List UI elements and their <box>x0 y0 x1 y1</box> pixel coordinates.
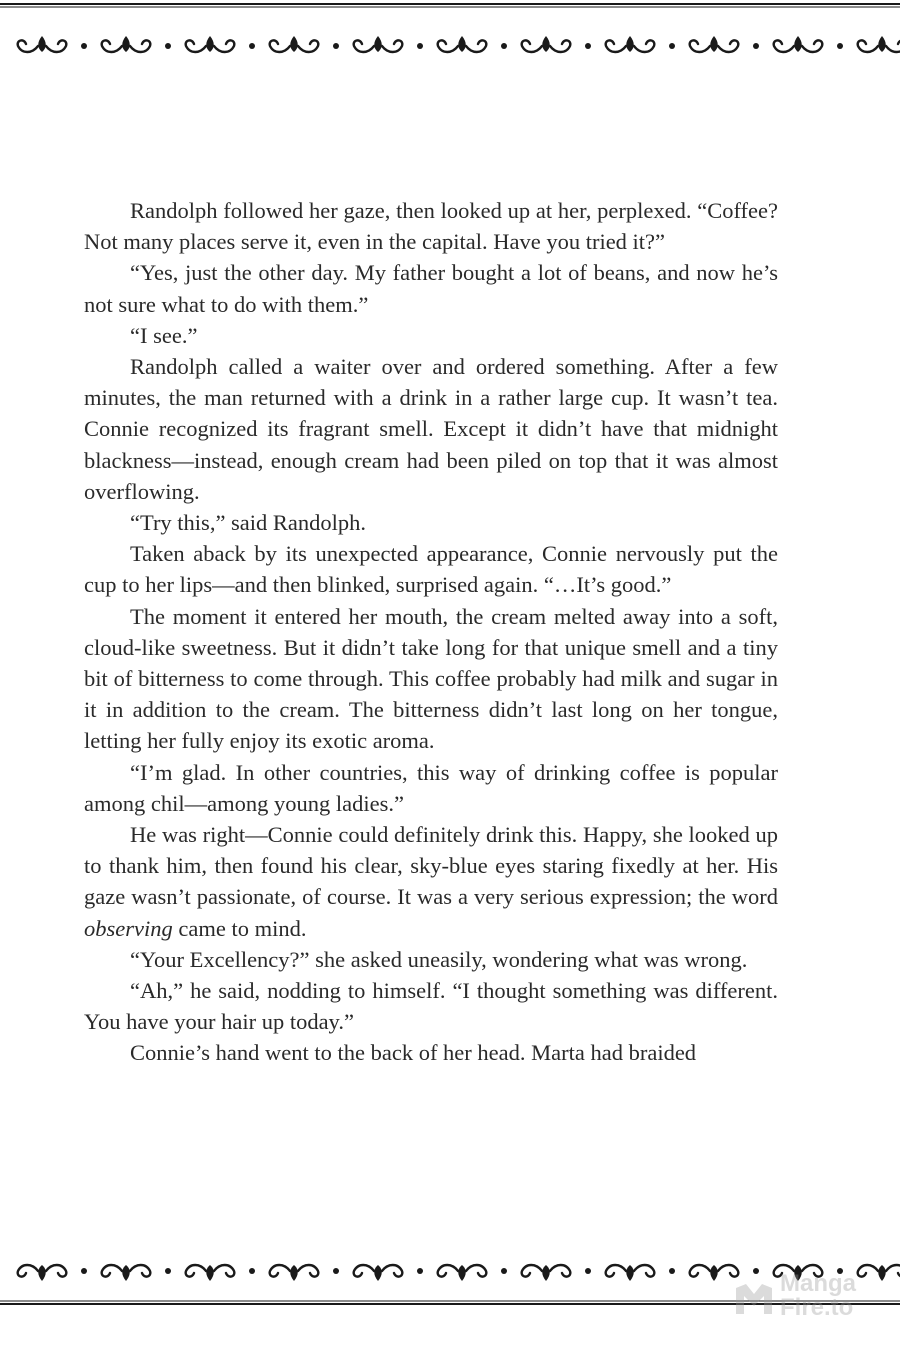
dot-ornament <box>837 43 843 49</box>
fleur-ornament <box>710 36 718 52</box>
site-watermark <box>732 1268 872 1326</box>
scroll-curl-ornament <box>186 1265 206 1277</box>
top-ornamental-border <box>0 0 900 70</box>
scroll-curl-ornament <box>130 1265 150 1277</box>
dot-ornament <box>81 1268 87 1274</box>
scroll-curl-ornament <box>382 40 402 52</box>
paragraph-11: “Ah,” he said, nodding to himself. “I thought something was different. You have your hair up today.” <box>84 978 778 1035</box>
scroll-curl-ornament <box>606 40 626 52</box>
scroll-curl-ornament <box>466 40 486 52</box>
fleur-ornament <box>122 36 130 52</box>
paragraph-10: “Your Excellency?” she asked uneasily, wondering what was wrong. <box>130 946 748 972</box>
fleur-ornament <box>710 1265 718 1281</box>
scroll-curl-ornament <box>690 1265 710 1277</box>
scroll-curl-ornament <box>858 40 878 52</box>
scroll-curl-ornament <box>802 40 822 52</box>
fleur-ornament <box>458 1265 466 1281</box>
fleur-ornament <box>626 1265 634 1281</box>
fleur-ornament <box>38 36 46 52</box>
paragraph-12: Connie’s hand went to the back of her head. Marta had braided <box>130 1040 697 1066</box>
scroll-curl-ornament <box>382 1265 402 1277</box>
scroll-curl-ornament <box>438 1265 458 1277</box>
dot-ornament <box>585 43 591 49</box>
dot-ornament <box>165 1268 171 1274</box>
fleur-ornament <box>38 1265 46 1281</box>
scroll-curl-ornament <box>718 40 738 52</box>
fleur-ornament <box>878 36 886 52</box>
paragraph-5: “Try this,” said Randolph. <box>130 510 367 536</box>
scroll-curl-ornament <box>130 40 150 52</box>
scroll-curl-ornament <box>46 40 66 52</box>
scroll-curl-ornament <box>634 40 654 52</box>
dot-ornament <box>417 1268 423 1274</box>
dot-ornament <box>669 1268 675 1274</box>
paragraph-9-part-a: He was right—Connie could definitely drink this. Happy, she looked up to thank him, then found his clear, sky-blue eyes staring fixedly at her. His gaze wasn’t passionate, of course. It was a very serious expression; the word <box>84 822 778 910</box>
paragraph-9-part-b: came to mind. <box>172 915 307 941</box>
scroll-curl-ornament <box>886 40 900 52</box>
paragraph-3: “I see.” <box>130 322 198 348</box>
scroll-curl-ornament <box>18 40 38 52</box>
scroll-curl-ornament <box>354 1265 374 1277</box>
fleur-ornament <box>626 36 634 52</box>
paragraph-9-italic-word: observing <box>84 915 173 941</box>
dot-ornament <box>417 43 423 49</box>
dot-ornament <box>333 43 339 49</box>
fleur-ornament <box>206 36 214 52</box>
scroll-curl-ornament <box>606 1265 626 1277</box>
fleur-ornament <box>458 36 466 52</box>
book-page-body-text <box>84 195 778 1069</box>
dot-ornament <box>669 43 675 49</box>
scroll-curl-ornament <box>438 40 458 52</box>
watermark-text <box>780 1272 856 1320</box>
dot-ornament <box>249 1268 255 1274</box>
top-scroll-ornament-row <box>18 36 900 52</box>
dot-ornament <box>165 43 171 49</box>
scroll-curl-ornament <box>298 1265 318 1277</box>
dot-ornament <box>585 1268 591 1274</box>
fleur-ornament <box>206 1265 214 1281</box>
scroll-curl-ornament <box>522 1265 542 1277</box>
dot-ornament <box>81 43 87 49</box>
paragraph-8: “I’m glad. In other countries, this way of drinking coffee is popular among chil—among young ladies.” <box>84 759 778 816</box>
scroll-curl-ornament <box>886 1265 900 1277</box>
dot-ornament <box>501 43 507 49</box>
dot-ornament <box>333 1268 339 1274</box>
scroll-curl-ornament <box>46 1265 66 1277</box>
dot-ornament <box>249 43 255 49</box>
scroll-curl-ornament <box>690 40 710 52</box>
paragraph-4: Randolph called a waiter over and ordered something. After a few minutes, the man returned with a drink in a rather large cup. It wasn’t tea. Connie recognized its fragrant smell. Except it didn’t have that midnight blackness—instead, enough cream had been piled on top that it was almost overflowing. <box>84 354 778 504</box>
scroll-curl-ornament <box>102 1265 122 1277</box>
watermark-logo-icon <box>732 1280 776 1318</box>
fleur-ornament <box>878 1265 886 1281</box>
watermark-line-2: Fire.to <box>780 1294 854 1321</box>
scroll-curl-ornament <box>270 1265 290 1277</box>
scroll-curl-ornament <box>270 40 290 52</box>
fleur-ornament <box>542 36 550 52</box>
scroll-curl-ornament <box>214 1265 234 1277</box>
paragraph-2: “Yes, just the other day. My father bought a lot of beans, and now he’s not sure what to do with them.” <box>84 260 778 317</box>
paragraph-1: Randolph followed her gaze, then looked up at her, perplexed. “Coffee? Not many places serve it, even in the capital. Have you tried it?” <box>84 198 778 255</box>
dot-ornament <box>753 43 759 49</box>
scroll-curl-ornament <box>522 40 542 52</box>
scroll-curl-ornament <box>354 40 374 52</box>
fleur-ornament <box>542 1265 550 1281</box>
scroll-curl-ornament <box>18 1265 38 1277</box>
paragraph-9 <box>84 819 778 944</box>
scroll-curl-ornament <box>550 1265 570 1277</box>
dot-ornament <box>501 1268 507 1274</box>
fleur-ornament <box>374 1265 382 1281</box>
top-border-svg <box>0 0 900 70</box>
paragraph-7: The moment it entered her mouth, the cream melted away into a soft, cloud-like sweetness. But it didn’t take long for that unique smell and a tiny bit of bitterness to come through. This coffee probably had milk and sugar in it in addition to the cream. The bitterness didn’t last long on her tongue, letting her fully enjoy its exotic aroma. <box>84 603 778 754</box>
fleur-ornament <box>290 36 298 52</box>
scroll-curl-ornament <box>774 40 794 52</box>
scroll-curl-ornament <box>214 40 234 52</box>
fleur-ornament <box>290 1265 298 1281</box>
scroll-curl-ornament <box>634 1265 654 1277</box>
fleur-ornament <box>794 36 802 52</box>
fleur-ornament <box>122 1265 130 1281</box>
scroll-curl-ornament <box>466 1265 486 1277</box>
scroll-curl-ornament <box>298 40 318 52</box>
scroll-curl-ornament <box>102 40 122 52</box>
fleur-ornament <box>374 36 382 52</box>
watermark-line-1: Manga <box>780 1270 857 1297</box>
scroll-curl-ornament <box>186 40 206 52</box>
paragraph-6: Taken aback by its unexpected appearance, Connie nervously put the cup to her lips—and then blinked, surprised again. “…It’s good.” <box>84 541 778 598</box>
scroll-curl-ornament <box>550 40 570 52</box>
